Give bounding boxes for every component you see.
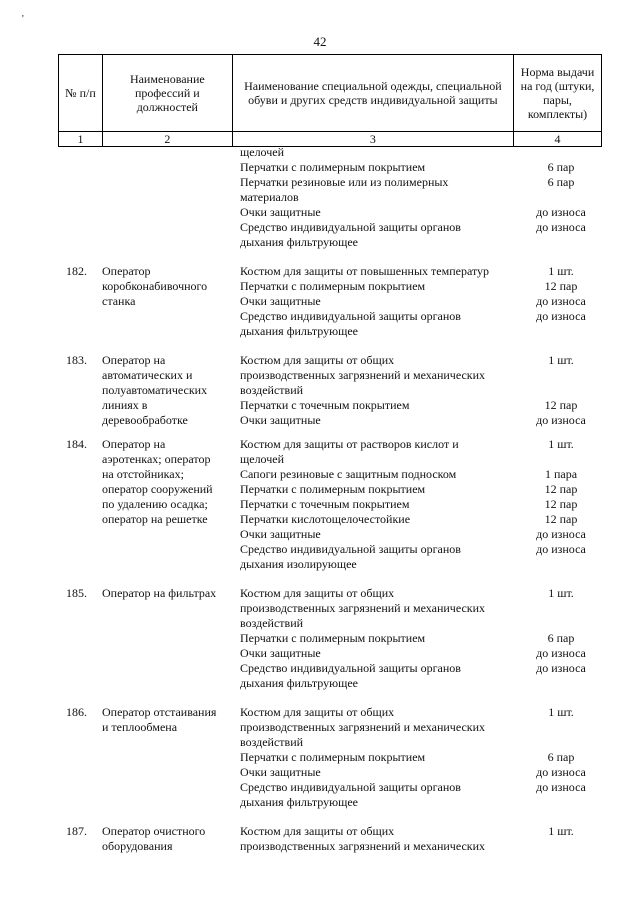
row-number: 185. xyxy=(66,586,87,600)
table-row xyxy=(58,705,602,810)
norm-value: 1 шт. xyxy=(548,705,574,719)
equipment-line: Перчатки с полимерным покрытием xyxy=(240,160,426,174)
equipment-line: Костюм для защиты от общих xyxy=(240,705,395,719)
norm-value: до износа xyxy=(536,780,586,794)
profession-line: Оператор очистного xyxy=(102,824,206,838)
norm-value: до износа xyxy=(536,220,586,234)
row-number: 186. xyxy=(66,705,87,719)
norm-value: 12 пар xyxy=(544,512,578,526)
equipment-line: производственных загрязнений и механических xyxy=(240,601,486,615)
equipment-line: дыхания фильтрующее xyxy=(240,795,358,809)
norm-value: до износа xyxy=(536,542,586,556)
norm-value: 1 шт. xyxy=(548,586,574,600)
equipment-line: воздействий xyxy=(240,735,304,749)
header-col-norm: Норма выдачи на год (штуки, пары, комплекты) xyxy=(514,55,602,132)
row-number: 184. xyxy=(66,437,87,451)
equipment-line: дыхания изолирующее xyxy=(240,557,357,571)
norm-value: 1 пара xyxy=(544,467,578,481)
profession-line: станка xyxy=(102,294,136,308)
norm-value: до износа xyxy=(536,294,586,308)
equipment-line: Перчатки кислотощелочестойкие xyxy=(240,512,411,526)
profession-line: Оператор на фильтрах xyxy=(102,586,217,600)
stray-mark: ' xyxy=(22,14,24,25)
norm-value: 12 пар xyxy=(544,482,578,496)
header-num-2: 2 xyxy=(102,132,232,147)
profession-line: коробконабивочного xyxy=(102,279,208,293)
equipment-line: Средство индивидуальной защиты органов xyxy=(240,780,461,794)
norm-value: до износа xyxy=(536,309,586,323)
norm-value: 12 пар xyxy=(544,279,578,293)
norm-value: 6 пар xyxy=(547,631,575,645)
row-number: 187. xyxy=(66,824,87,838)
equipment-line: Перчатки с точечным покрытием xyxy=(240,398,410,412)
norm-value: до износа xyxy=(536,527,586,541)
table-row xyxy=(58,264,602,339)
equipment-line: Очки защитные xyxy=(240,765,321,779)
profession-line: деревообработке xyxy=(102,413,188,427)
table-row xyxy=(58,586,602,691)
profession-line: оператор сооружений xyxy=(102,482,213,496)
equipment-line: щелочей xyxy=(240,452,285,466)
norm-value: 6 пар xyxy=(547,175,575,189)
norm-value: 1 шт. xyxy=(548,264,574,278)
row-number: 183. xyxy=(66,353,87,367)
norm-value: 12 пар xyxy=(544,398,578,412)
header-col-profession: Наименование профессий и должностей xyxy=(102,55,232,132)
equipment-line: производственных загрязнений и механических xyxy=(240,368,486,382)
header-col-number: № п/п xyxy=(59,55,103,132)
page-number: 42 xyxy=(313,34,327,49)
norm-value: 1 шт. xyxy=(548,437,574,451)
equipment-line: Перчатки с полимерным покрытием xyxy=(240,631,426,645)
equipment-line: Костюм для защиты от общих xyxy=(240,586,395,600)
norm-value: до износа xyxy=(536,646,586,660)
table-row xyxy=(58,824,602,854)
profession-line: Оператор отстаивания xyxy=(102,705,217,719)
equipment-line: Перчатки с точечным покрытием xyxy=(240,497,410,511)
equipment-line: Костюм для защиты от общих xyxy=(240,824,395,838)
equipment-line: материалов xyxy=(240,190,299,204)
norm-value: 6 пар xyxy=(547,160,575,174)
norm-value: 12 пар xyxy=(544,497,578,511)
norm-value: до износа xyxy=(536,765,586,779)
equipment-line: щелочей xyxy=(240,145,285,159)
equipment-line: Очки защитные xyxy=(240,294,321,308)
equipment-line: производственных загрязнений и механических xyxy=(240,839,486,853)
equipment-line: Костюм для защиты от растворов кислот и xyxy=(240,437,459,451)
equipment-line: Очки защитные xyxy=(240,527,321,541)
profession-line: автоматических и xyxy=(102,368,193,382)
equipment-line: воздействий xyxy=(240,383,304,397)
equipment-line: Сапоги резиновые с защитным подноском xyxy=(240,467,457,481)
norm-value: до износа xyxy=(536,413,586,427)
table-row xyxy=(58,353,602,428)
equipment-line: Средство индивидуальной защиты органов xyxy=(240,542,461,556)
header-col-equipment: Наименование специальной одежды, специальной обуви и других средств индивидуальной защиты xyxy=(232,55,513,132)
profession-line: по удалению осадка; xyxy=(102,497,208,511)
profession-line: Оператор на xyxy=(102,353,166,367)
equipment-line: Средство индивидуальной защиты органов xyxy=(240,220,461,234)
equipment-line: Очки защитные xyxy=(240,205,321,219)
profession-line: полуавтоматических xyxy=(102,383,208,397)
equipment-line: Перчатки резиновые или из полимерных xyxy=(240,175,449,189)
profession-line: на отстойниках; xyxy=(102,467,184,481)
equipment-line: Перчатки с полимерным покрытием xyxy=(240,279,426,293)
equipment-line: Очки защитные xyxy=(240,413,321,427)
profession-line: оборудования xyxy=(102,839,173,853)
equipment-line: воздействий xyxy=(240,616,304,630)
norm-value: 1 шт. xyxy=(548,353,574,367)
profession-line: Оператор на xyxy=(102,437,166,451)
equipment-line: дыхания фильтрующее xyxy=(240,235,358,249)
norm-value: до износа xyxy=(536,661,586,675)
norm-value: 1 шт. xyxy=(548,824,574,838)
equipment-line: дыхания фильтрующее xyxy=(240,676,358,690)
table-header xyxy=(58,54,602,147)
equipment-line: Перчатки с полимерным покрытием xyxy=(240,482,426,496)
row-number: 182. xyxy=(66,264,87,278)
header-num-3: 3 xyxy=(232,132,513,147)
header-num-4: 4 xyxy=(514,132,602,147)
table-row xyxy=(58,145,602,250)
equipment-line: Очки защитные xyxy=(240,646,321,660)
equipment-line: Средство индивидуальной защиты органов xyxy=(240,661,461,675)
equipment-line: Средство индивидуальной защиты органов xyxy=(240,309,461,323)
header-num-1: 1 xyxy=(59,132,103,147)
equipment-line: производственных загрязнений и механических xyxy=(240,720,486,734)
equipment-line: дыхания фильтрующее xyxy=(240,324,358,338)
table-row xyxy=(58,437,602,572)
profession-line: линиях в xyxy=(102,398,148,412)
profession-line: Оператор xyxy=(102,264,151,278)
norm-value: до износа xyxy=(536,205,586,219)
norm-value: 6 пар xyxy=(547,750,575,764)
profession-line: и теплообмена xyxy=(102,720,178,734)
profession-line: аэротенках; оператор xyxy=(102,452,211,466)
equipment-line: Костюм для защиты от повышенных температур xyxy=(240,264,490,278)
equipment-line: Костюм для защиты от общих xyxy=(240,353,395,367)
profession-line: оператор на решетке xyxy=(102,512,208,526)
equipment-line: Перчатки с полимерным покрытием xyxy=(240,750,426,764)
